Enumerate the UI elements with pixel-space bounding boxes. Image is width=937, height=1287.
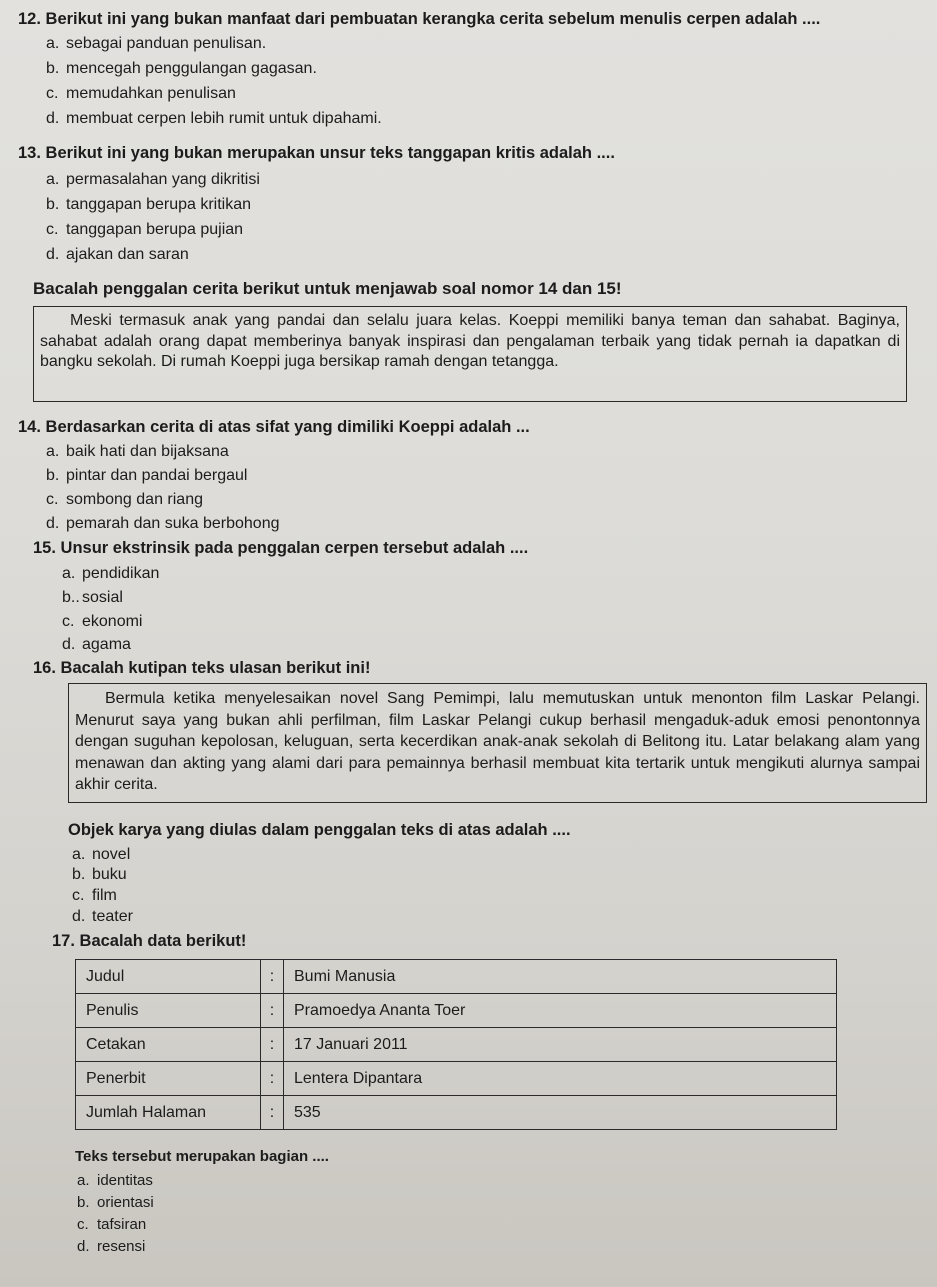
question-14	[18, 418, 530, 437]
q17-option-b[interactable]	[77, 1194, 154, 1211]
question-13	[18, 144, 615, 163]
table-row	[76, 1096, 837, 1130]
q17-question: Teks tersebut merupakan bagian ....	[75, 1148, 329, 1165]
option-letter: a.	[72, 846, 86, 863]
q14-option-b[interactable]	[46, 467, 247, 485]
question-text: Berdasarkan cerita di atas sifat yang dimiliki Koeppi adalah ...	[45, 418, 530, 436]
q13-option-a[interactable]	[46, 171, 260, 189]
option-text: sebagai panduan penulisan.	[66, 35, 267, 52]
table-cell-value: Pramoedya Ananta Toer	[284, 994, 837, 1028]
option-letter: b.	[72, 866, 86, 883]
table-cell-value: Bumi Manusia	[284, 960, 837, 994]
q15-option-a[interactable]	[62, 565, 159, 583]
table-cell-key: Judul	[76, 960, 261, 994]
table-row	[76, 994, 837, 1028]
option-text: pemarah dan suka berbohong	[66, 515, 280, 532]
option-text: resensi	[97, 1238, 146, 1255]
question-12	[18, 10, 820, 29]
table-cell-separator: :	[261, 1028, 284, 1062]
table-cell-value: 17 Januari 2011	[284, 1028, 837, 1062]
q13-option-d[interactable]	[46, 246, 189, 264]
q14-option-d[interactable]	[46, 515, 280, 533]
option-text: pendidikan	[82, 565, 160, 582]
q16-option-c[interactable]	[72, 887, 117, 905]
option-letter: c.	[46, 85, 59, 102]
table-cell-key: Jumlah Halaman	[76, 1096, 261, 1130]
table-cell-value: Lentera Dipantara	[284, 1062, 837, 1096]
question-number: 13.	[18, 144, 41, 162]
passage-box-review	[68, 683, 927, 803]
q16-option-d[interactable]	[72, 908, 133, 926]
instruction-14-15: Bacalah penggalan cerita berikut untuk menjawab soal nomor 14 dan 15!	[33, 279, 622, 298]
question-number: 17.	[52, 932, 75, 950]
table-cell-key: Cetakan	[76, 1028, 261, 1062]
q16-option-b[interactable]	[72, 866, 127, 884]
passage-text: Meski termasuk anak yang pandai dan selalu juara kelas. Koeppi memiliki banya teman dan sahabat. Baginya, sahabat adalah orang dapat memberinya banyak inspirasi dan pengalaman terbaik yang tidak pernah ia dapatkan di bangku sekolah. Di rumah Koeppi juga bersikap ramah dengan tetangga.	[40, 312, 900, 370]
question-17	[52, 932, 246, 951]
option-letter: a.	[77, 1172, 90, 1189]
option-letter: c.	[46, 221, 59, 238]
q16-option-a[interactable]	[72, 846, 130, 864]
option-letter: d.	[46, 246, 60, 263]
option-letter: c.	[72, 887, 85, 904]
question-15	[33, 539, 528, 558]
q13-option-c[interactable]	[46, 221, 243, 239]
option-text: orientasi	[97, 1194, 154, 1211]
q15-option-d[interactable]	[62, 636, 131, 654]
option-letter: d.	[46, 515, 60, 532]
option-letter: c.	[62, 613, 75, 630]
question-text: Bacalah data berikut!	[79, 932, 247, 950]
option-text: membuat cerpen lebih rumit untuk dipahami.	[66, 110, 382, 127]
q12-option-b[interactable]	[46, 60, 317, 78]
option-letter: b.	[46, 60, 60, 77]
question-text: Bacalah kutipan teks ulasan berikut ini!	[60, 659, 371, 677]
table-cell-separator: :	[261, 960, 284, 994]
question-text: Unsur ekstrinsik pada penggalan cerpen tersebut adalah ....	[60, 539, 529, 557]
table-cell-key: Penulis	[76, 994, 261, 1028]
question-number: 15.	[33, 539, 56, 557]
question-text: Berikut ini yang bukan manfaat dari pembuatan kerangka cerita sebelum menulis cerpen adalah ....	[45, 10, 821, 28]
option-text: memudahkan penulisan	[66, 85, 236, 102]
option-text: buku	[92, 866, 127, 883]
option-text: sosial	[82, 589, 123, 606]
table-cell-separator: :	[261, 1062, 284, 1096]
option-letter: c.	[77, 1216, 89, 1233]
passage-text: Bermula ketika menyelesaikan novel Sang Pemimpi, lalu memutuskan untuk menonton film Laskar Pelangi. Menurut saya yang bukan ahli perfilman, film Laskar Pelangi cukup berhasil mengaduk-aduk emosi penontonnya dengan suguhan kepolosan, keluguan, serta kecerdikan anak-anak sekolah di Belitong itu. Latar belakang alam yang menawan dan akting yang alami dari para pemainnya berhasil membuat kita tertarik untuk mengikuti alurnya sampai akhir cerita.	[75, 690, 920, 793]
q17-option-a[interactable]	[77, 1172, 153, 1189]
option-letter: b.	[46, 196, 60, 213]
option-text: sombong dan riang	[66, 491, 203, 508]
option-letter: b.	[46, 467, 60, 484]
option-text: novel	[92, 846, 131, 863]
option-letter: b.	[77, 1194, 90, 1211]
q17-option-c[interactable]	[77, 1216, 146, 1233]
q14-option-c[interactable]	[46, 491, 203, 509]
question-number: 16.	[33, 659, 56, 677]
table-row	[76, 1028, 837, 1062]
table-row	[76, 960, 837, 994]
table-cell-separator: :	[261, 1096, 284, 1130]
option-letter: a.	[62, 565, 76, 582]
option-text: pintar dan pandai bergaul	[66, 467, 248, 484]
q15-option-c[interactable]	[62, 613, 142, 631]
table-cell-separator: :	[261, 994, 284, 1028]
option-text: tanggapan berupa pujian	[66, 221, 244, 238]
option-text: teater	[92, 908, 133, 925]
option-letter: d.	[62, 636, 76, 653]
option-letter: b..	[62, 589, 80, 606]
q15-option-b[interactable]	[62, 589, 123, 607]
option-text: baik hati dan bijaksana	[66, 443, 229, 460]
option-letter: d.	[77, 1238, 90, 1255]
q14-option-a[interactable]	[46, 443, 229, 461]
question-number: 14.	[18, 418, 41, 436]
option-text: agama	[82, 636, 131, 653]
question-text: Berikut ini yang bukan merupakan unsur teks tanggapan kritis adalah ....	[45, 144, 615, 162]
option-text: ajakan dan saran	[66, 246, 189, 263]
table-cell-key: Penerbit	[76, 1062, 261, 1096]
option-text: tafsiran	[97, 1216, 147, 1233]
q17-option-d[interactable]	[77, 1238, 145, 1255]
table-cell-value: 535	[284, 1096, 837, 1130]
passage-box-koeppi	[33, 306, 907, 402]
q16-question: Objek karya yang diulas dalam penggalan teks di atas adalah ....	[68, 821, 571, 839]
option-text: mencegah penggulangan gagasan.	[66, 60, 317, 77]
option-letter: a.	[46, 171, 60, 188]
question-number: 12.	[18, 10, 41, 28]
option-text: identitas	[97, 1172, 153, 1189]
option-text: permasalahan yang dikritisi	[66, 171, 260, 188]
option-letter: a.	[46, 35, 60, 52]
question-16	[33, 659, 370, 678]
option-text: film	[92, 887, 117, 904]
table-row	[76, 1062, 837, 1096]
option-letter: d.	[72, 908, 86, 925]
option-text: tanggapan berupa kritikan	[66, 196, 252, 213]
option-letter: d.	[46, 110, 60, 127]
option-letter: a.	[46, 443, 60, 460]
q12-option-c[interactable]	[46, 85, 236, 103]
option-letter: c.	[46, 491, 59, 508]
option-text: ekonomi	[82, 613, 143, 630]
q13-option-b[interactable]	[46, 196, 251, 214]
q12-option-d[interactable]	[46, 110, 382, 128]
q12-option-a[interactable]	[46, 35, 266, 53]
book-data-table	[75, 959, 837, 1130]
